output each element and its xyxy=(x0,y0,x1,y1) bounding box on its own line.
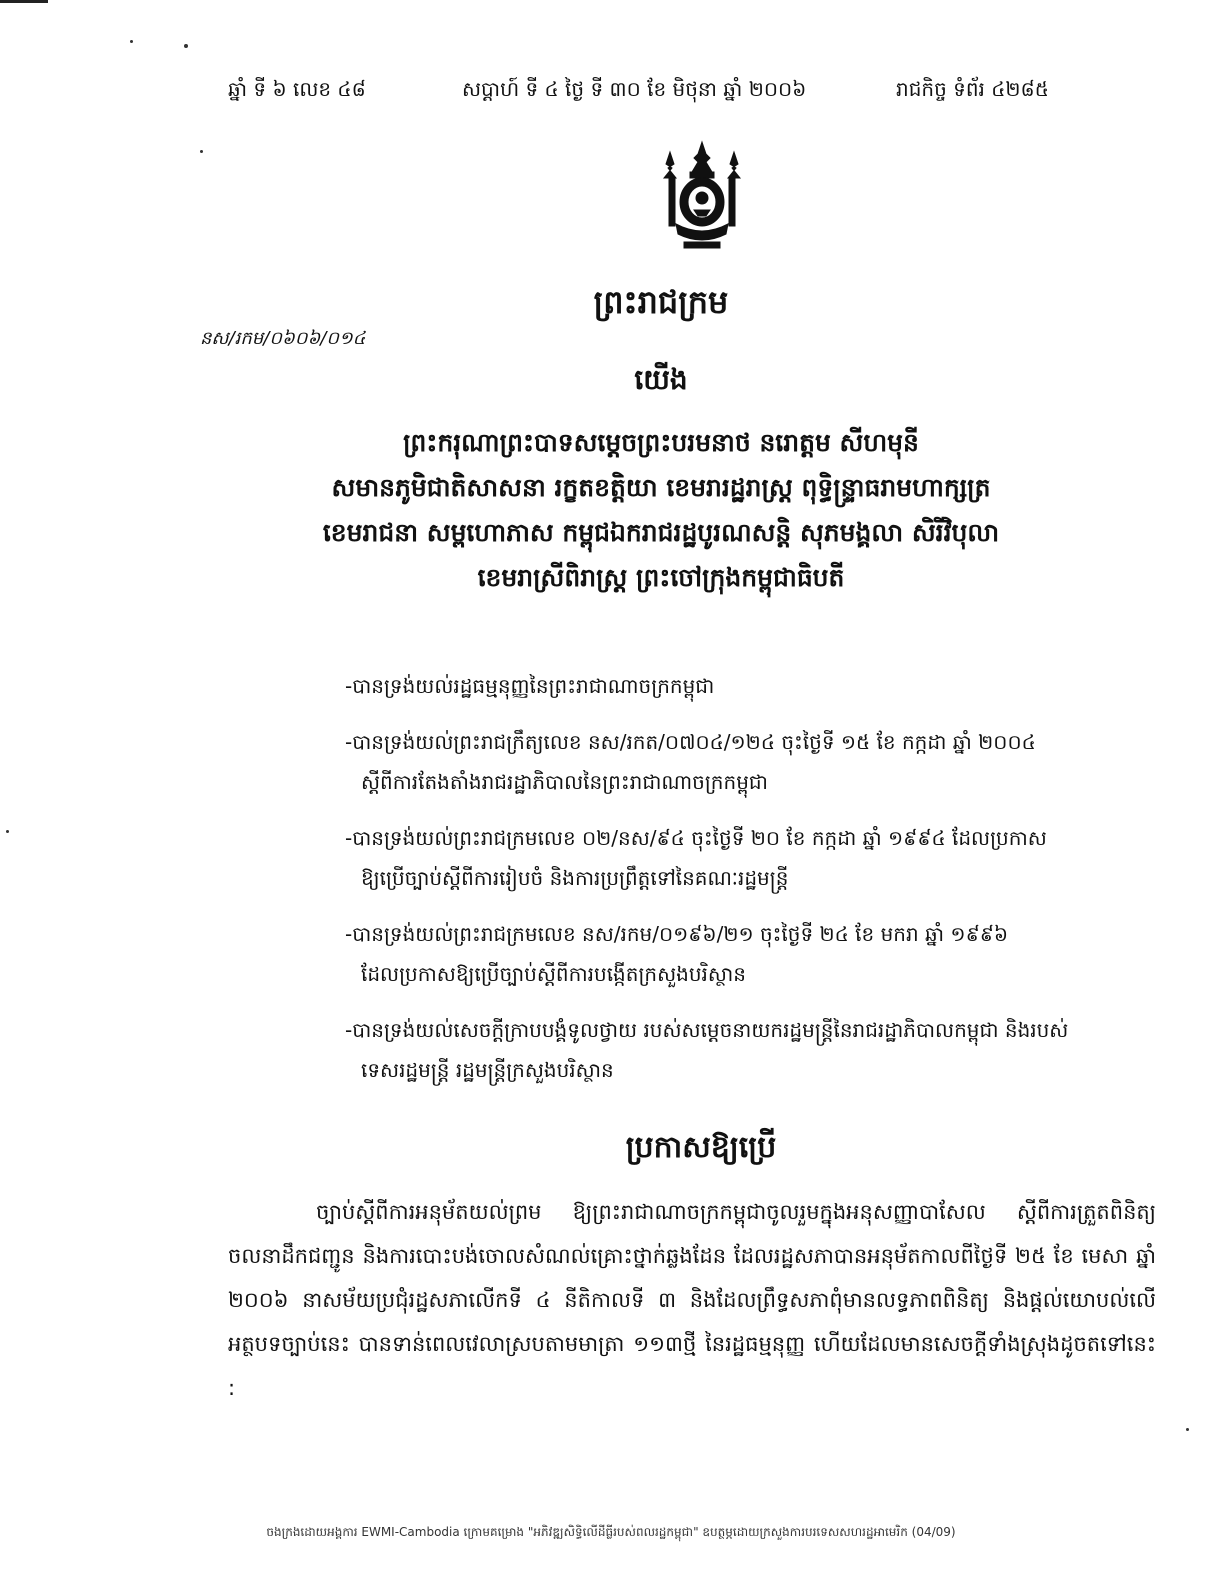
volume-issue: ឆ្នាំ ទី ៦ លេខ ៤៨ xyxy=(228,77,366,101)
consideration-continuation: ស្តីពីការតែងតាំងរាជរដ្ឋាភិបាលនៃព្រះរាជាណាចក្រកម្ពុជា xyxy=(361,770,768,794)
page-footer: ចងក្រងដោយអង្គការ EWMI-Cambodia ក្រោមគម្រោង "អភិវឌ្ឍសិទ្ធិលើដីធ្លីរបស់ពលរដ្ឋកម្ពុជា" ឧបត្ថម្ភដោយក្រសួងការបរទេសសហរដ្ឋអាមេរិក (04/09) xyxy=(266,1525,956,1539)
consideration-continuation: ទេសរដ្ឋមន្ត្រី រដ្ឋមន្ត្រីក្រសួងបរិស្ថាន xyxy=(361,1058,614,1082)
consideration-line: -បានទ្រង់យល់រដ្ឋធម្មនុញ្ញនៃព្រះរាជាណាចក្រកម្ពុជា xyxy=(345,674,715,698)
royal-title-line: ខេមរាស្រីពិរាស្ត្រ ព្រះចៅក្រុងកម្ពុជាធិបតី xyxy=(477,563,845,592)
document-title: ព្រះរាជក្រម xyxy=(593,283,729,321)
promulgation-heading: ប្រកាសឱ្យប្រើ xyxy=(625,1130,777,1165)
scan-speck xyxy=(6,830,9,833)
royal-title-line: ខេមរាជនា សម្ពហោភាស កម្ពុជឯករាជរដ្ឋបូរណសន្តិ សុភមង្គលា សិរីវិបុលា xyxy=(322,518,1000,547)
reference-number: នស/រកម/០៦០៦/០១៤ xyxy=(200,328,366,349)
body-paragraph-block xyxy=(228,1190,1156,1410)
consideration-line: -បានទ្រង់យល់ព្រះរាជក្រមលេខ នស/រកម/០១៩៦/២១ ចុះថ្ងៃទី ២៤ ខែ មករា ឆ្នាំ ១៩៩៦ xyxy=(345,922,1009,946)
scan-corner-mark xyxy=(0,0,48,3)
consideration-item xyxy=(345,1010,1155,1090)
scan-speck xyxy=(184,44,188,48)
royal-title-line: សមានភូមិជាតិសាសនា រក្ខតខត្តិយា ខេមរារដ្ឋរាស្ត្រ ពុទ្ធិន្ទ្រាធរាមហាក្សត្រ xyxy=(331,473,991,502)
consideration-line: -បានទ្រង់យល់ព្រះរាជក្រមលេខ ០២/នស/៩៤ ចុះថ្ងៃទី ២០ ខែ កក្កដា ឆ្នាំ ១៩៩៤ ដែលប្រកាស xyxy=(345,826,1047,850)
considerations-list xyxy=(345,666,1155,1106)
consideration-item xyxy=(345,666,1155,706)
royal-title-line: ព្រះករុណាព្រះបាទសម្តេចព្រះបរមនាថ នរោត្តម សីហមុនី xyxy=(403,428,919,457)
consideration-item xyxy=(345,914,1155,994)
body-paragraph: ច្បាប់ស្តីពីការអនុម័តយល់ព្រម ឱ្យព្រះរាជាណាចក្រកម្ពុជាចូលរួមក្នុងអនុសញ្ញាបាសែល ស្តីពីការត្រួតពិនិត្យចលនាដឹកជញ្ជូន និងការបោះបង់ចោលសំណល់គ្រោះថ្នាក់ឆ្លងដែន ដែលរដ្ឋសភាបានអនុម័តកាលពីថ្ងៃទី ២៥ ខែ មេសា ឆ្នាំ ២០០៦ នាសម័យប្រជុំរដ្ឋសភាលើកទី ៤ នីតិកាលទី ៣ និងដែលព្រឹទ្ធសភាពុំមានលទ្ធភាពពិនិត្យ និងផ្តល់យោបល់លើអត្ថបទច្បាប់នេះ បានទាន់ពេលវេលាស្របតាមមាត្រា ១១៣ថ្មី នៃរដ្ឋធម្មនុញ្ញ ហើយដែលមានសេចក្តីទាំងស្រុងដូចតទៅនេះ : xyxy=(228,1200,1156,1400)
consideration-line: -បានទ្រង់យល់ព្រះរាជក្រឹត្យលេខ នស/រកត/០៧០៤/១២៤ ចុះថ្ងៃទី ១៥ ខែ កក្កដា ឆ្នាំ ២០០៤ xyxy=(345,730,1036,754)
consideration-line: -បានទ្រង់យល់សេចក្តីក្រាបបង្គំទូលថ្វាយ របស់សម្តេចនាយករដ្ឋមន្ត្រីនៃរាជរដ្ឋាភិបាលកម្ពុជា និងរបស់ xyxy=(345,1018,1069,1042)
royal-titles xyxy=(0,420,1222,600)
consideration-continuation: ឱ្យប្រើច្បាប់ស្តីពីការរៀបចំ និងការប្រព្រឹត្តទៅនៃគណៈរដ្ឋមន្ត្រី xyxy=(361,866,789,890)
gazette-header xyxy=(0,76,1222,110)
we-heading: យើង xyxy=(634,363,688,396)
consideration-continuation: ដែលប្រកាសឱ្យប្រើច្បាប់ស្តីពីការបង្កើតក្រសួងបរិស្ថាន xyxy=(361,962,746,986)
scan-speck xyxy=(130,40,133,43)
scan-speck xyxy=(1186,1428,1189,1431)
gazette-page-number: រាជកិច្ច ទំព័រ ៤២៨៥ xyxy=(896,77,1049,101)
royal-coat-of-arms-icon xyxy=(654,138,750,254)
issue-date: សប្តាហ៍ ទី ៤ ថ្ងៃ ទី ៣០ ខែ មិថុនា ឆ្នាំ ២០០៦ xyxy=(462,77,807,101)
consideration-item xyxy=(345,722,1155,802)
scan-speck xyxy=(200,150,203,153)
consideration-item xyxy=(345,818,1155,898)
